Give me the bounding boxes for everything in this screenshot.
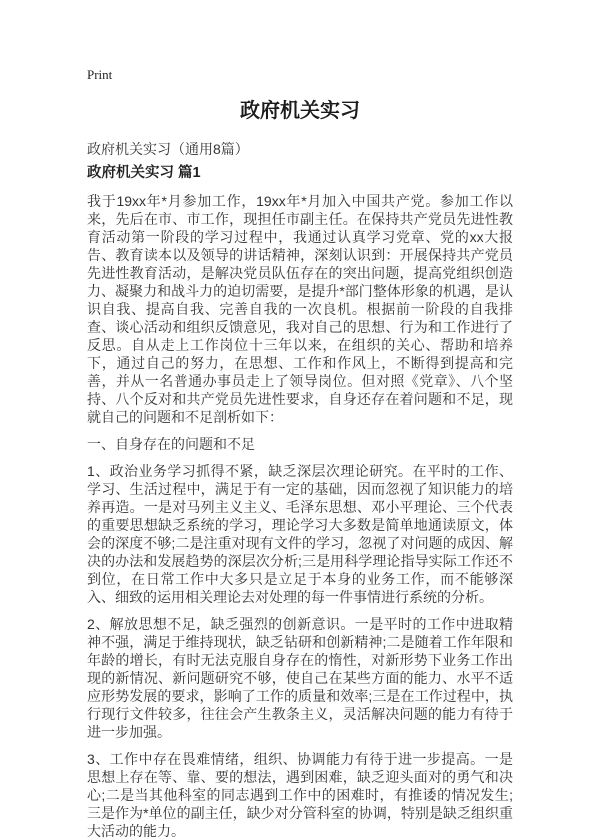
- subheading-problems: 一、自身存在的问题和不足: [87, 436, 255, 452]
- document-title: 政府机关实习: [240, 100, 360, 122]
- item-paragraph-2: 2、解放思想不足，缺乏强烈的创新意识。一是平时的工作中进取精神不强，满足于维持现状，缺乏钻研和创新精神;二是随着工作年限和年龄的增长，有时无法克服自身存在的惰性，对新形势下业务工作出现的新情况、新问题研究不够，使自己在某些方面的能力、水平不适应形势发展的要求，影响了工作的质量和效率;三是在工作过程中，执行现行文件较多，往往会产生教条主义，灵活解决问题的能力有待于进一步加强。: [87, 616, 513, 740]
- section-title: 政府机关实习 篇1: [87, 165, 201, 181]
- item-paragraph-1: 1、政治业务学习抓得不紧，缺乏深层次理论研究。在平时的工作、学习、生活过程中，满足于有一定的基础，因而忽视了知识能力的培养再造。一是对马列主义主义、毛泽东思想、邓小平理论、三个代表的重要思想缺乏系统的学习，理论学习大多数是简单地通读原文，体会的深度不够;二是注重对现有文件的学习，忽视了对问题的成因、解决的办法和发展趋势的深层次分析;三是用科学理论指导实际工作还不到位，在日常工作中大多只是立足于本身的业务工作，而不能够深入、细致的运用相关理论去对处理的每一件事情进行系统的分析。: [87, 463, 513, 605]
- document-subtitle: 政府机关实习（通用8篇）: [87, 141, 249, 157]
- intro-paragraph: 我于19xx年*月参加工作，19xx年*月加入中国共产党。参加工作以来，先后在市、市工作，现担任市副主任。在保持共产党员先进性教育活动第一阶段的学习过程中，我通过认真学习党章、党的xx大报告、教育读本以及领导的讲话精神，深刻认识到：开展保持共产党员先进性教育活动，是解决党员队伍存在的突出问题，提高党组织创造力、凝聚力和战斗力的迫切需要，是提升*部门整体形象的机遇，是认识自我、提高自我、完善自我的一次良机。根据前一阶段的自我排查、谈心活动和组织反馈意见，我对自己的思想、行为和工作进行了反思。自从走上工作岗位十三年以来，在组织的关心、帮助和培养下，通过自己的努力，在思想、工作和作风上，不断得到提高和完善，并从一名普通办事员走上了领导岗位。但对照《党章》、八个坚持、八个反对和共产党员先进性要求，自身还存在着问题和不足，现就自己的问题和不足剖析如下：: [87, 193, 513, 425]
- item-paragraph-3: 3、工作中存在畏难情绪，组织、协调能力有待于进一步提高。一是思想上存在等、靠、要的想法，遇到困难，缺乏迎头面对的勇气和决心;二是当其他科室的同志遇到工作中的困难时，有推诿的情况发生;三是作为*单位的副主任，缺少对分管科室的协调，特别是缺乏组织重大活动的能力。: [87, 751, 513, 839]
- print-link[interactable]: Print: [87, 67, 113, 82]
